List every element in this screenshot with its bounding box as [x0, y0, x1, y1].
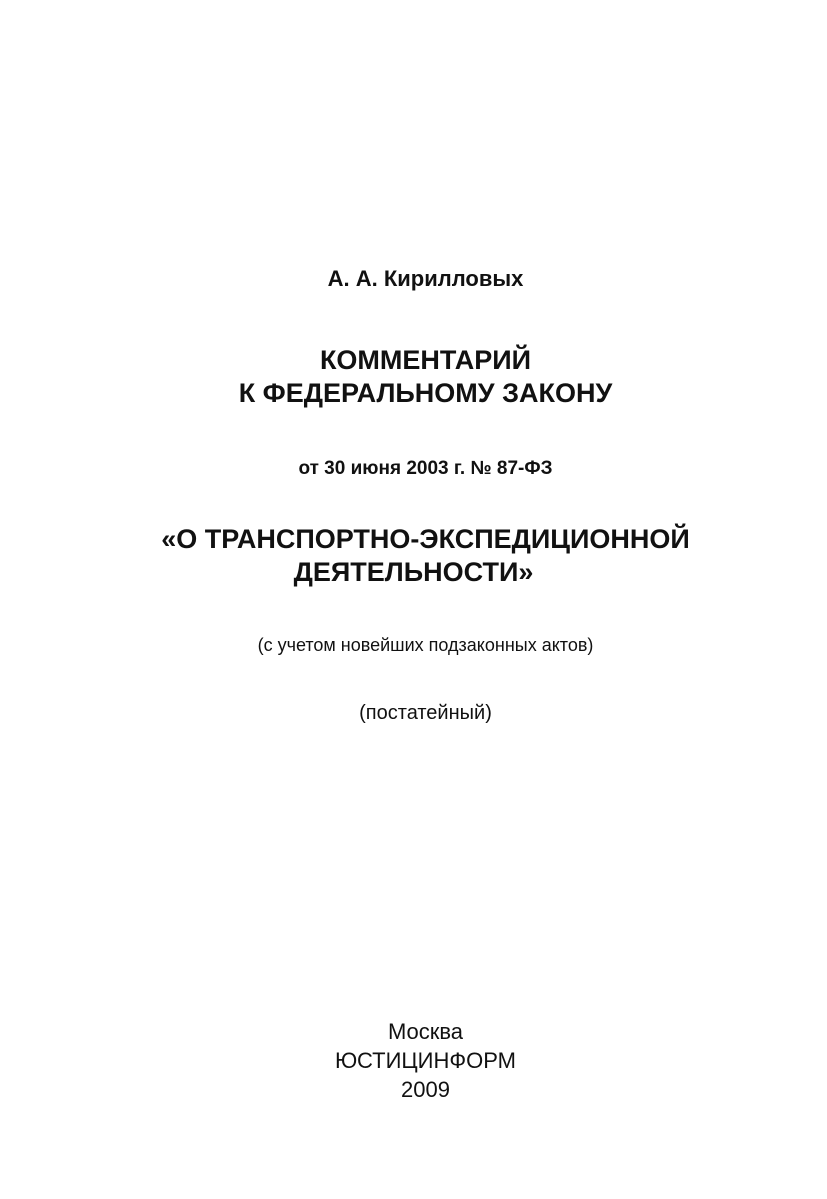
- imprint-publisher: ЮСТИЦИНФОРМ: [335, 1048, 516, 1073]
- imprint-year: 2009: [401, 1077, 450, 1102]
- book-title: [12, 344, 827, 410]
- commentary-kind: (постатейный): [359, 702, 492, 724]
- law-name: [0, 523, 827, 589]
- author-name: А. А. Кирилловых: [327, 266, 524, 291]
- law-date: от 30 июня 2003 г. № 87-ФЗ: [298, 458, 553, 479]
- book-title-line-1: КОММЕНТАРИЙ: [319, 345, 532, 375]
- book-title-line-2: К ФЕДЕРАЛЬНОМУ ЗАКОНУ: [238, 378, 613, 408]
- imprint-city: Москва: [387, 1019, 464, 1044]
- edition-note: (с учетом новейших подзаконных актов): [257, 635, 594, 655]
- imprint: [12, 1017, 827, 1104]
- law-name-line-2: ДЕЯТЕЛЬНОСТИ»: [293, 557, 534, 587]
- law-name-line-1: «О ТРАНСПОРТНО-ЭКСПЕДИЦИОННОЙ: [161, 524, 690, 554]
